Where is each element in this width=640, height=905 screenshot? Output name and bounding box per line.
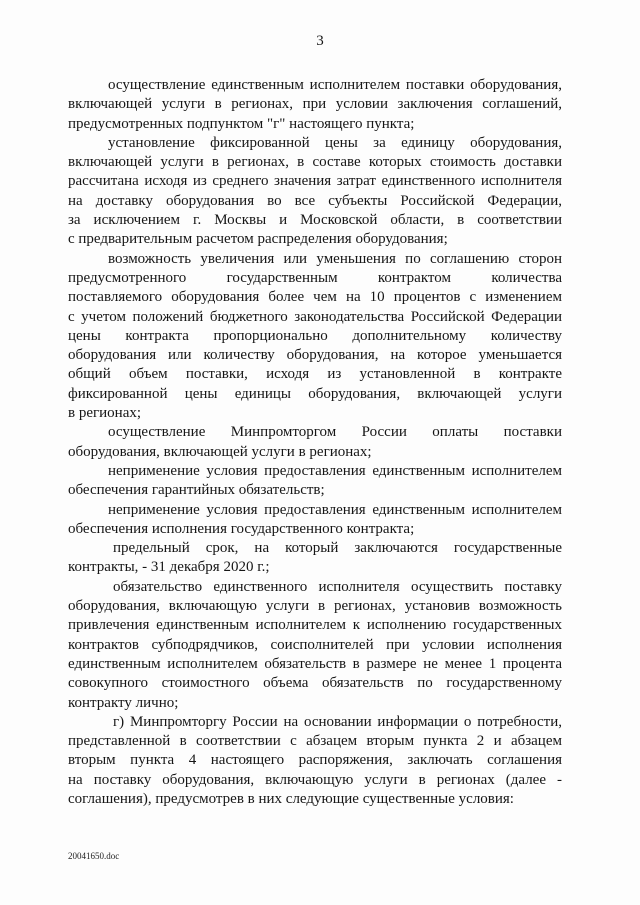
text-line: возможность увеличения или уменьшения по соглашению сторон [108, 250, 562, 267]
text-line: предусмотренных подпунктом "г" настоящего пункта; [68, 115, 415, 132]
paragraph [68, 134, 562, 250]
text-line: оборудования или количеству оборудования, на которое уменьшается [68, 347, 562, 364]
paragraph [68, 501, 562, 540]
text-line: включающей услуги в регионах, при условии заключения соглашений, [68, 96, 562, 113]
text-line: осуществление единственным исполнителем поставки оборудования, [108, 77, 562, 93]
text-line: общий объем поставки, исходя из установленной в контракте [68, 366, 562, 383]
paragraph [68, 423, 562, 462]
paragraph [68, 462, 562, 501]
text-line: оборудования, включающей услуги в регионах; [68, 443, 372, 460]
text-line: представленной в соответствии с абзацем вторым пункта 2 и абзацем [68, 733, 562, 750]
text-line: фиксированной цены единицы оборудования, включающей услуги [68, 385, 562, 402]
text-line: предусмотренного государственным контрактом количества [68, 269, 562, 286]
text-line: г) Минпромторгу России на основании информации о потребности, [113, 713, 562, 730]
text-line: на доставку оборудования во все субъекты Российской Федерации, [68, 192, 562, 209]
text-line: контракты, - 31 декабря 2020 г.; [68, 559, 270, 576]
text-line: в регионах; [68, 405, 142, 422]
text-line: включающей услуги в регионах, в составе которых стоимость доставки [68, 154, 562, 171]
text-line: обеспечения исполнения государственного контракта; [68, 520, 415, 537]
paragraph [68, 713, 562, 809]
paragraph [68, 578, 562, 713]
text-line: обязательство единственного исполнителя осуществить поставку [113, 578, 562, 595]
text-line: с предварительным расчетом распределения оборудования; [68, 231, 448, 248]
text-line: поставляемого оборудования более чем на 10 процентов с изменением [68, 289, 562, 306]
text-line: рассчитана исходя из среднего значения затрат единственного исполнителя [68, 173, 562, 190]
text-line: вторым пункта 4 настоящего распоряжения, заключать соглашения [68, 752, 562, 769]
text-line: неприменение условия предоставления единственным исполнителем [108, 462, 562, 479]
text-line: цены контракта пропорционально дополнительному количеству [68, 327, 562, 344]
text-line: за исключением г. Москвы и Московской области, в соответствии [68, 212, 562, 229]
text-line: неприменение условия предоставления единственным исполнителем [108, 501, 562, 518]
text-line: установление фиксированной цены за единицу оборудования, [108, 134, 562, 151]
text-line: осуществление Минпромторгом России оплаты поставки [108, 424, 562, 441]
text-line: контракту лично; [68, 694, 179, 711]
text-line: предельный срок, на который заключаются государственные [113, 540, 562, 557]
paragraph [68, 250, 562, 424]
page-number: 3 [316, 33, 324, 49]
text-line: совокупного стоимостного объема обязательств по государственному [68, 675, 562, 692]
paragraph [68, 539, 562, 578]
text-line: соглашения), предусмотрев в них следующие существенные условия: [68, 790, 514, 807]
text-line: на поставку оборудования, включающую услуги в регионах (далее - [68, 771, 562, 788]
file-name-footer: 20041650.doc [68, 851, 120, 861]
text-line: единственным исполнителем обязательств в размере не менее 1 процента [68, 655, 562, 672]
text-line: привлечения единственным исполнителем к исполнению государственных [68, 617, 562, 634]
text-line: оборудования, включающую услуги в регионах, установив возможность [68, 598, 562, 615]
text-line: контрактов субподрядчиков, соисполнителей при условии исполнения [68, 636, 562, 653]
text-line: с учетом положений бюджетного законодательства Российской Федерации [68, 308, 562, 325]
paragraph [68, 76, 562, 134]
document-body [68, 76, 562, 809]
text-line: обеспечения гарантийных обязательств; [68, 482, 325, 499]
